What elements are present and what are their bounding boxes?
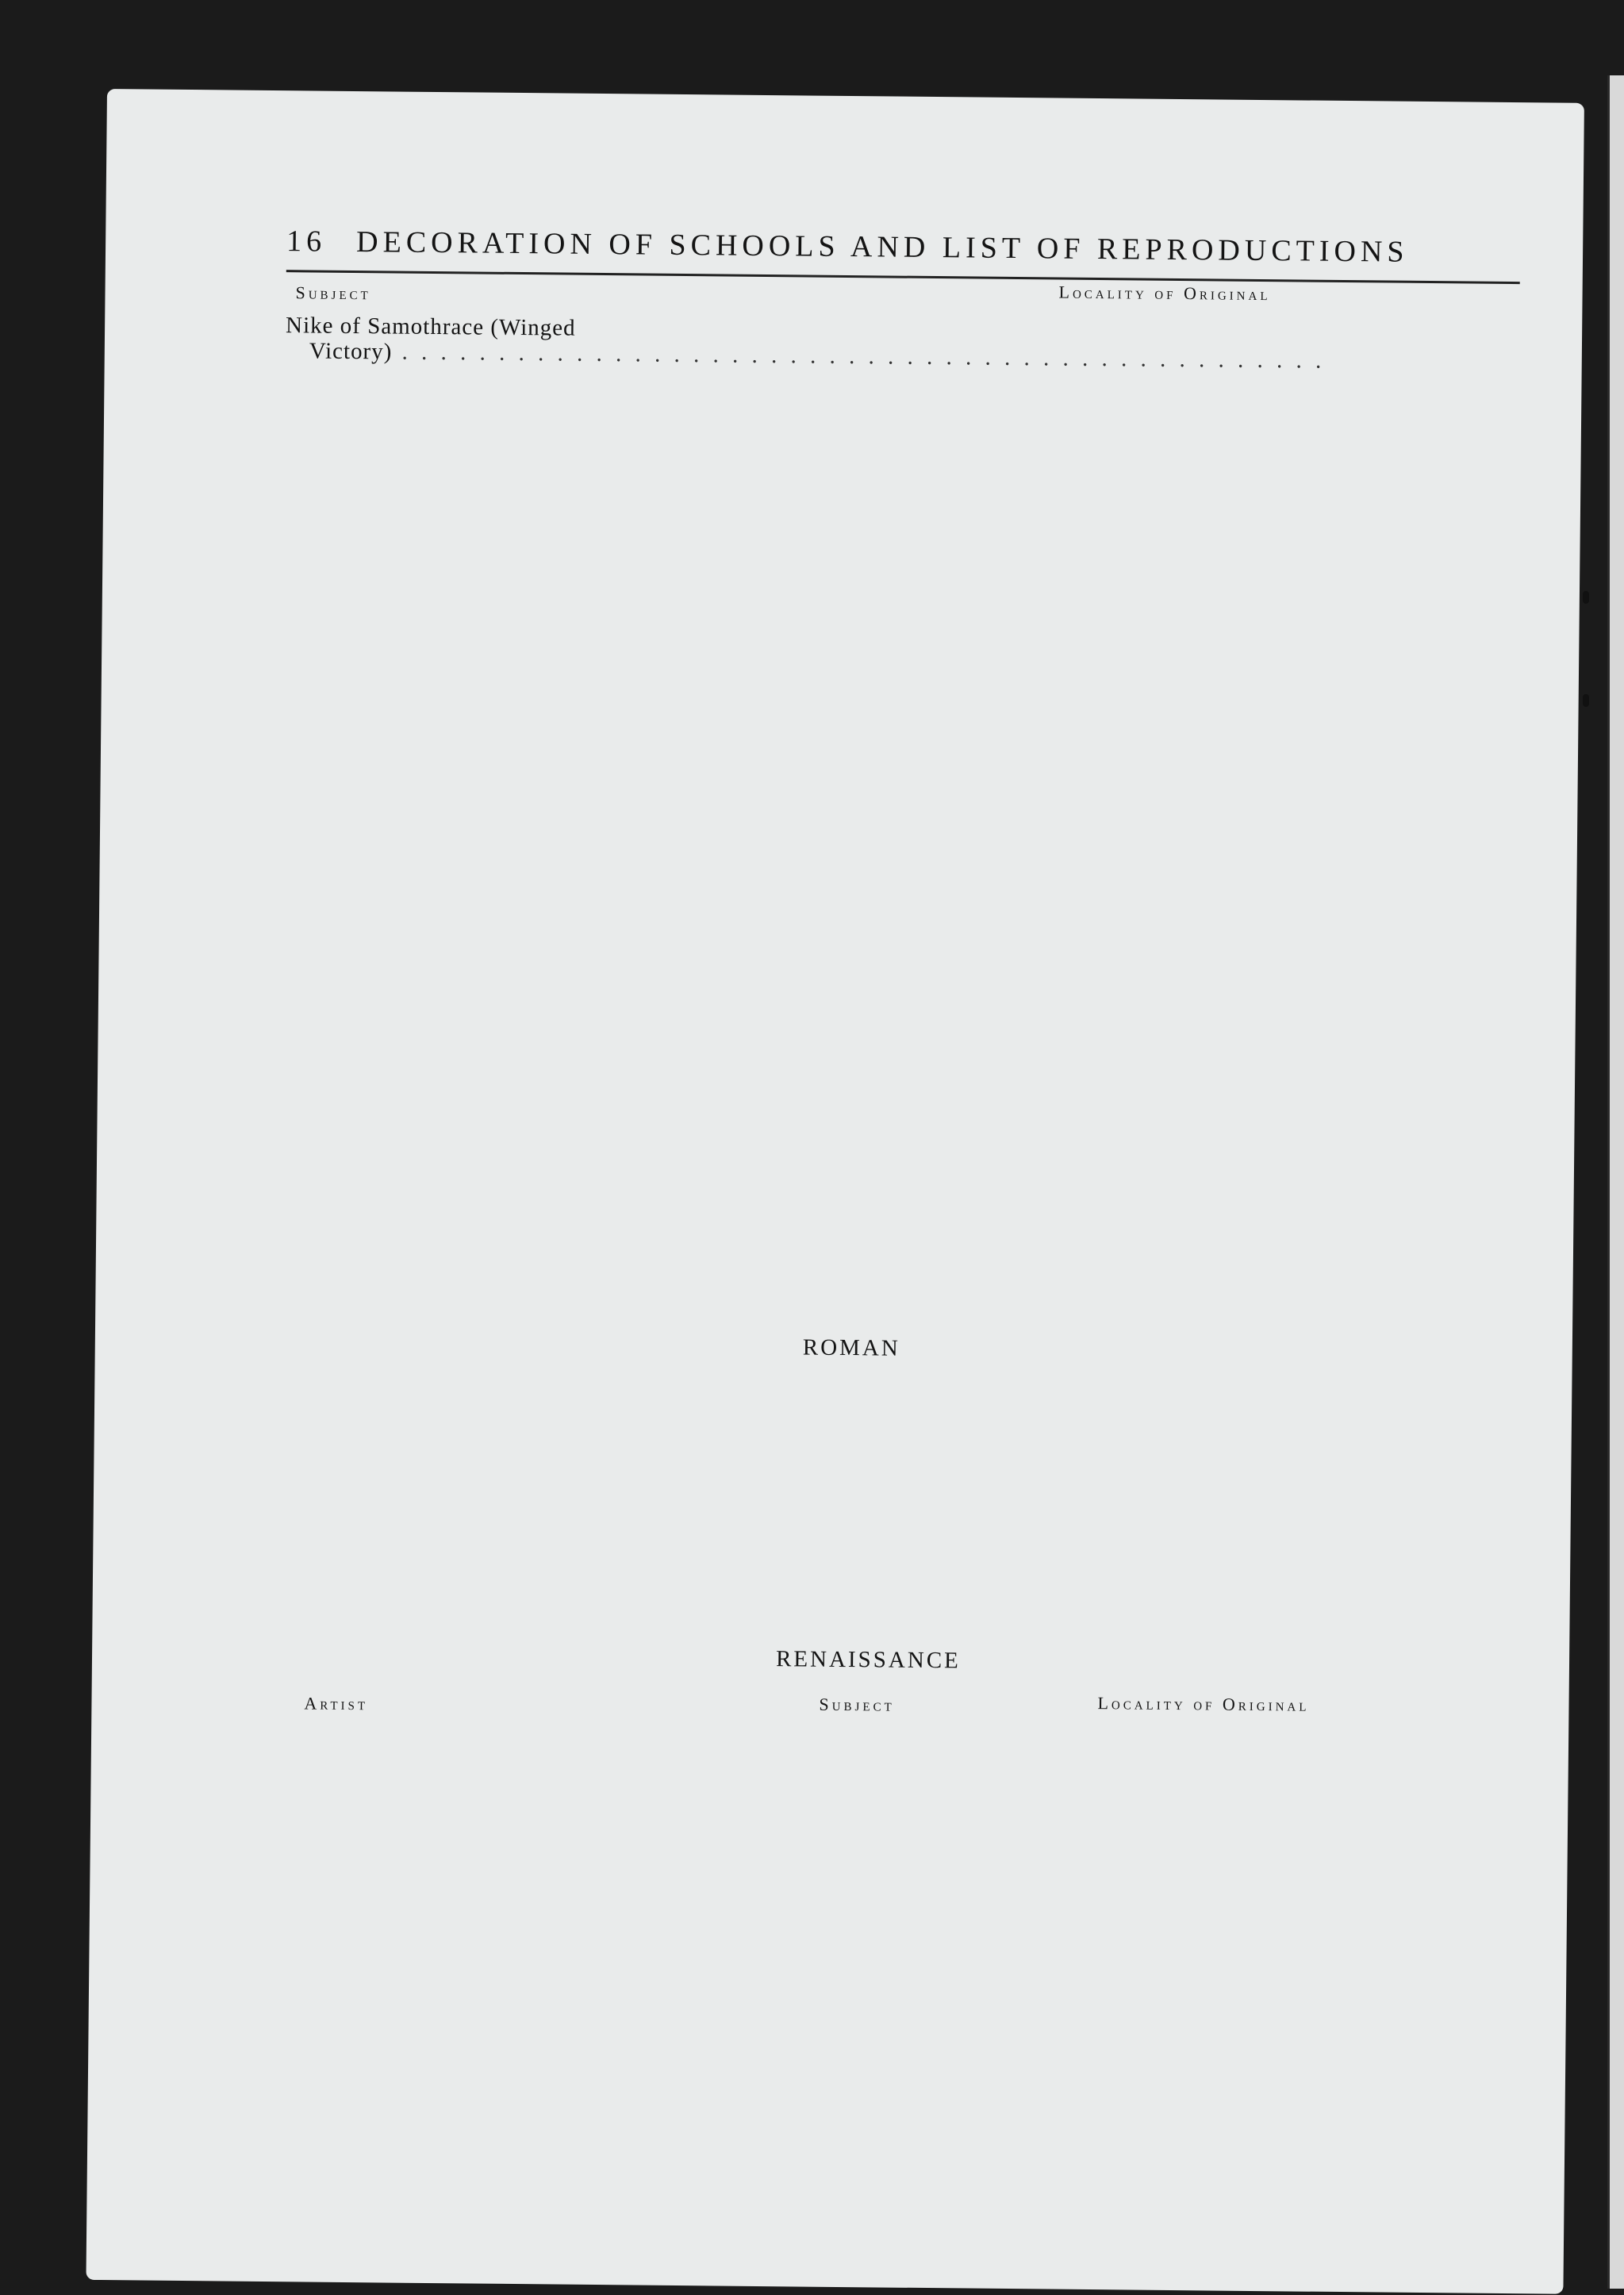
page-header bbox=[286, 224, 1520, 271]
greek-col-locality: Locality of Original bbox=[1058, 282, 1271, 305]
renaissance-list bbox=[107, 89, 1584, 103]
entry-subject-line2: Victory) bbox=[309, 338, 393, 365]
renaissance-col-artist: Artist bbox=[304, 1693, 369, 1714]
page-number: 16 bbox=[286, 225, 327, 259]
renaissance-col-subject: Subject bbox=[819, 1694, 895, 1715]
renaissance-heading: RENAISSANCE bbox=[775, 1646, 961, 1674]
page-title: DECORATION OF SCHOOLS AND LIST OF REPRODUCTIONS bbox=[355, 225, 1409, 269]
scan-speck bbox=[1583, 591, 1589, 604]
roman-list bbox=[107, 89, 1584, 103]
renaissance-col-locality: Locality of Original bbox=[1097, 1693, 1310, 1715]
entry-subject-line1: Nike of Samothrace (Winged bbox=[285, 313, 576, 341]
scan-speck bbox=[1583, 694, 1589, 707]
entry-row bbox=[309, 338, 1326, 374]
greek-col-subject: Subject bbox=[295, 282, 371, 304]
header-rule bbox=[286, 270, 1520, 284]
document-page bbox=[86, 89, 1584, 2294]
page-edge bbox=[1607, 75, 1624, 2289]
leader-dots: . . . . . . . . . . . . . . . . . . . . . . . . . . . . . . . . . . . . . . . . . . . . . . . . bbox=[392, 339, 1326, 374]
roman-heading: ROMAN bbox=[802, 1334, 900, 1361]
